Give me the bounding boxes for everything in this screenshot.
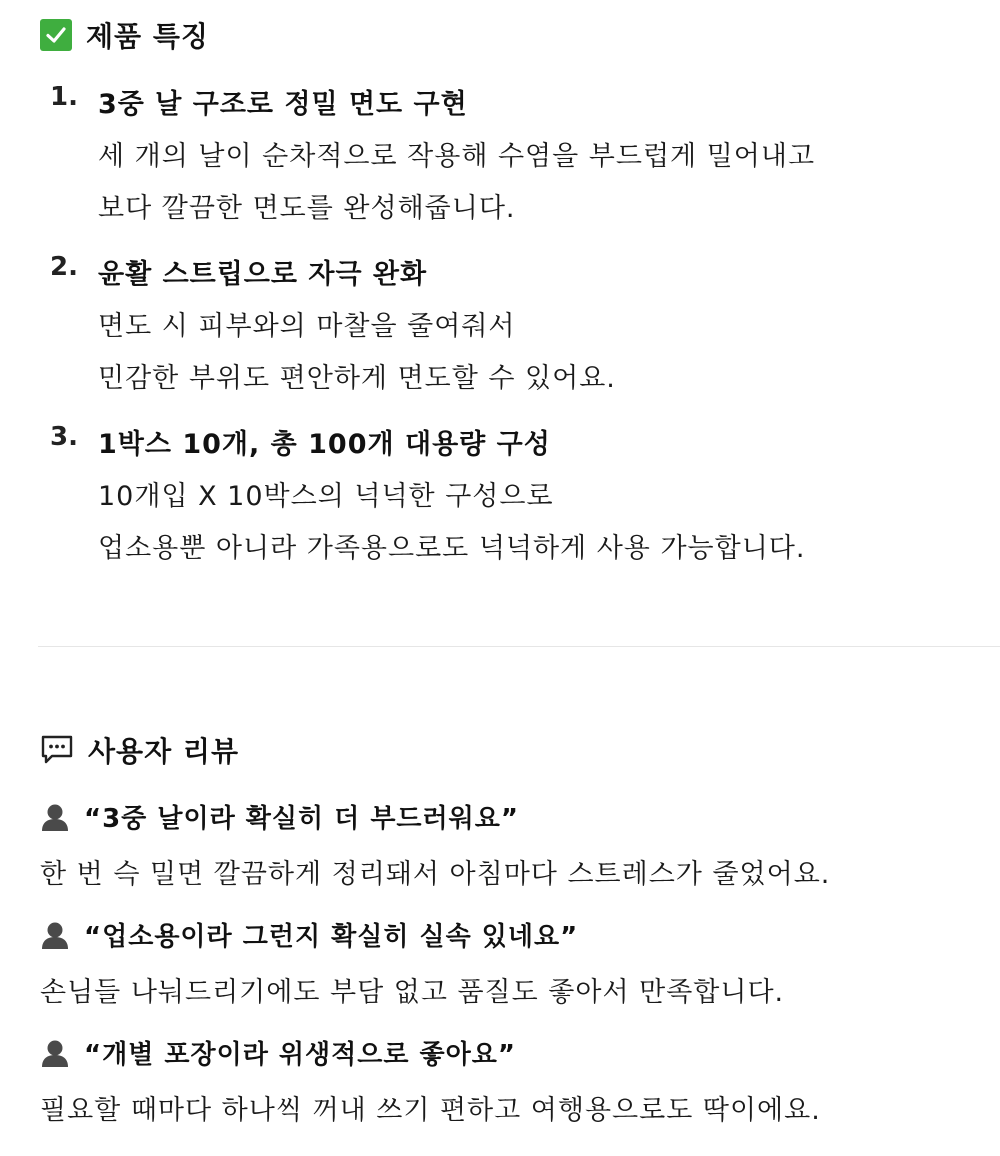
speech-bubble-icon: [40, 734, 74, 766]
review-body: 필요할 때마다 하나씩 꺼내 쓰기 편하고 여행용으로도 딱이에요.: [40, 1095, 821, 1126]
user-avatar-icon: [40, 802, 70, 832]
feature-title: 1박스 10개, 총 100개 대용량 구성: [98, 429, 551, 460]
user-avatar-icon: [40, 920, 70, 950]
feature-description-line: 세 개의 날이 순차적으로 작용해 수염을 부드럽게 밀어내고: [98, 141, 816, 172]
user-avatar-icon: [40, 1038, 70, 1068]
feature-description-line: 민감한 부위도 편안하게 면도할 수 있어요.: [98, 363, 616, 394]
review-body: 한 번 슥 밀면 깔끔하게 정리돼서 아침마다 스트레스가 줄었어요.: [40, 859, 831, 890]
review-quote: “개별 포장이라 위생적으로 좋아요”: [84, 1040, 516, 1070]
review-header: [40, 1034, 516, 1071]
feature-title: 윤활 스트립으로 자극 완화: [98, 259, 428, 290]
section-divider: [38, 646, 1000, 647]
feature-description-line: 보다 깔끔한 면도를 완성해줍니다.: [98, 193, 516, 224]
review-body: 손님들 나눠드리기에도 부담 없고 품질도 좋아서 만족합니다.: [40, 977, 785, 1008]
feature-description-line: 10개입 X 10박스의 넉넉한 구성으로: [98, 481, 554, 512]
review-header: [40, 798, 519, 835]
feature-number: 2.: [50, 252, 78, 282]
feature-title: 3중 날 구조로 정밀 면도 구현: [98, 89, 468, 120]
review-quote: “3중 날이라 확실히 더 부드러워요”: [84, 804, 519, 834]
feature-description-line: 면도 시 피부와의 마찰을 줄여줘서: [98, 311, 516, 342]
reviews-heading: [40, 730, 239, 770]
feature-number: 1.: [50, 82, 78, 112]
reviews-heading-text: 사용자 리뷰: [88, 735, 239, 768]
review-header: [40, 916, 578, 953]
features-heading: [40, 15, 209, 55]
feature-description-line: 업소용뿐 아니라 가족용으로도 넉넉하게 사용 가능합니다.: [98, 533, 806, 564]
feature-number: 3.: [50, 422, 78, 452]
review-quote: “업소용이라 그런지 확실히 실속 있네요”: [84, 922, 579, 952]
check-box-icon: [40, 19, 72, 51]
features-heading-text: 제품 특징: [86, 20, 209, 53]
